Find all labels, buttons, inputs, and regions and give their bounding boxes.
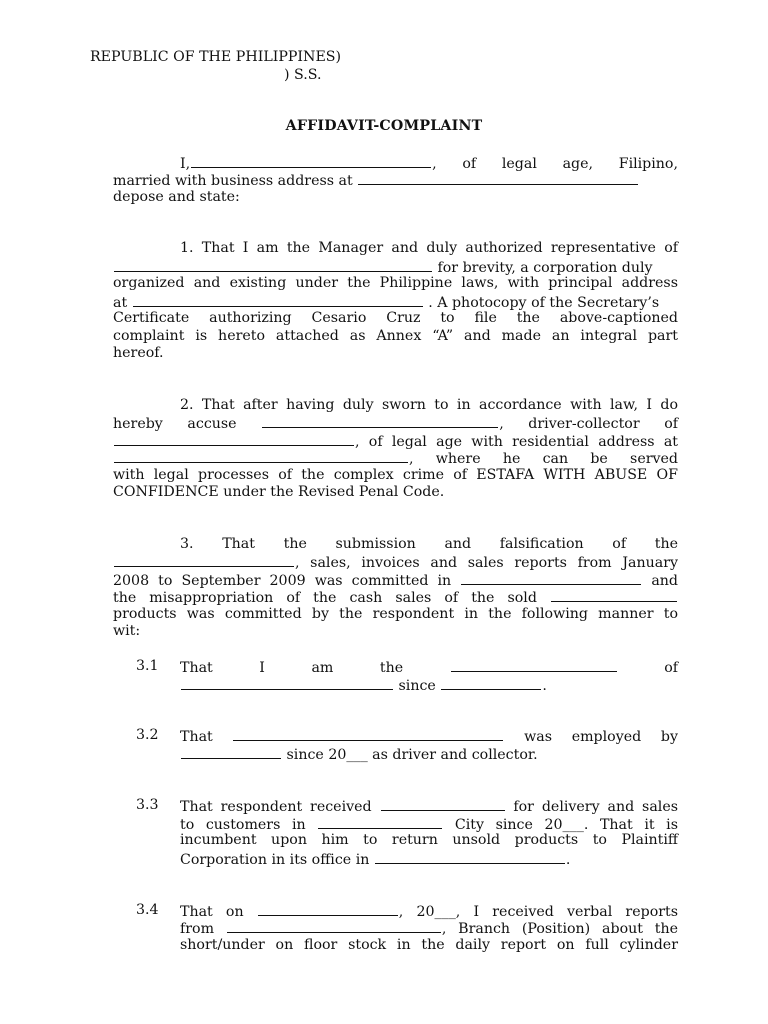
business-address-blank	[358, 171, 638, 185]
p2-line-4: , where he can be served	[113, 449, 678, 469]
p1-line-6: complaint is hereto attached as Annex “A” and made an integral part	[113, 328, 678, 344]
item-number-3-4: 3.4	[136, 902, 159, 918]
s33-line-1: That respondent received for delivery and sales	[180, 799, 678, 815]
p3-line-5: products was committed by the respondent in the following manner to	[113, 606, 678, 622]
since-date-blank	[441, 676, 541, 690]
p3-line-2: , sales, invoices and sales reports from January	[113, 553, 678, 573]
p2-line-3: , of legal age with residential address at	[113, 432, 678, 452]
s34-line-2: from , Branch (Position) about the	[180, 921, 678, 937]
corporation-blank	[114, 258, 432, 272]
p3-line-3: 2008 to September 2009 was committed in and	[113, 573, 678, 589]
item-number-3-2: 3.2	[136, 727, 159, 743]
s32-line-1: That was employed by	[180, 729, 678, 745]
name-blank	[191, 154, 431, 168]
position-blank	[451, 658, 617, 672]
p3-line-4: the misappropriation of the cash sales of the sold	[113, 588, 678, 608]
republic-caption: REPUBLIC OF THE PHILIPPINES)	[90, 49, 342, 65]
p2-line-5: with legal processes of the complex crime of ESTAFA WITH ABUSE OF	[113, 467, 678, 483]
s31-line-2: since .	[180, 676, 678, 696]
s33-line-4: Corporation in its office in .	[180, 852, 571, 868]
ss-caption: ) S.S.	[284, 67, 322, 83]
accused-company-blank	[114, 432, 354, 446]
p1-line-2: for brevity, a corporation duly	[113, 258, 678, 278]
place-committed-blank	[461, 571, 641, 585]
p1-line-4: at . A photocopy of the Secretary’s	[113, 295, 660, 311]
city-blank	[318, 815, 442, 829]
item-number-3-3: 3.3	[136, 797, 159, 813]
employee-name-blank	[233, 727, 503, 741]
p3-line-1: 3. That the submission and falsification of the	[180, 536, 678, 552]
received-items-blank	[381, 797, 505, 811]
accused-name-blank	[262, 414, 498, 428]
p1-line-7: hereof.	[113, 345, 164, 361]
p1-line-3: organized and existing under the Philippine laws, with principal address	[113, 275, 678, 291]
report-date-blank	[258, 902, 398, 916]
p2-line-2: hereby accuse , driver-collector of	[113, 416, 679, 432]
document-title: AFFIDAVIT-COMPLAINT	[285, 118, 483, 134]
sold-products-blank	[551, 588, 677, 602]
p1-line-1: 1. That I am the Manager and duly authorized representative of	[180, 240, 678, 256]
p2-line-1: 2. That after having duly sworn to in accordance with law, I do	[180, 397, 678, 413]
intro-line-3: depose and state:	[113, 189, 240, 205]
employer-blank	[181, 745, 281, 759]
s34-line-3: short/under on floor stock in the daily report on full cylinder	[180, 937, 678, 953]
s34-line-1: That on , 20___, I received verbal reports	[180, 904, 678, 920]
p1-line-5: Certificate authorizing Cesario Cruz to file the above-captioned	[113, 310, 678, 326]
p2-line-6: CONFIDENCE under the Revised Penal Code.	[113, 484, 445, 500]
residential-address-blank	[114, 449, 408, 463]
products-blank	[114, 553, 294, 567]
reporter-blank	[227, 919, 441, 933]
principal-address-blank	[133, 293, 423, 307]
office-location-blank	[375, 850, 565, 864]
s31-line-1: That I am the of	[180, 660, 678, 676]
s32-line-2: since 20___ as driver and collector.	[180, 745, 678, 765]
company-blank	[181, 676, 393, 690]
s33-line-2: to customers in City since 20___. That it is	[180, 817, 678, 833]
s33-line-3: incumbent upon him to return unsold products to Plaintiff	[180, 832, 678, 848]
intro-line-2: married with business address at	[113, 171, 678, 191]
intro-line-1: I, , of legal age, Filipino,	[180, 156, 678, 172]
p3-line-6: wit:	[113, 623, 141, 639]
item-number-3-1: 3.1	[136, 658, 159, 674]
